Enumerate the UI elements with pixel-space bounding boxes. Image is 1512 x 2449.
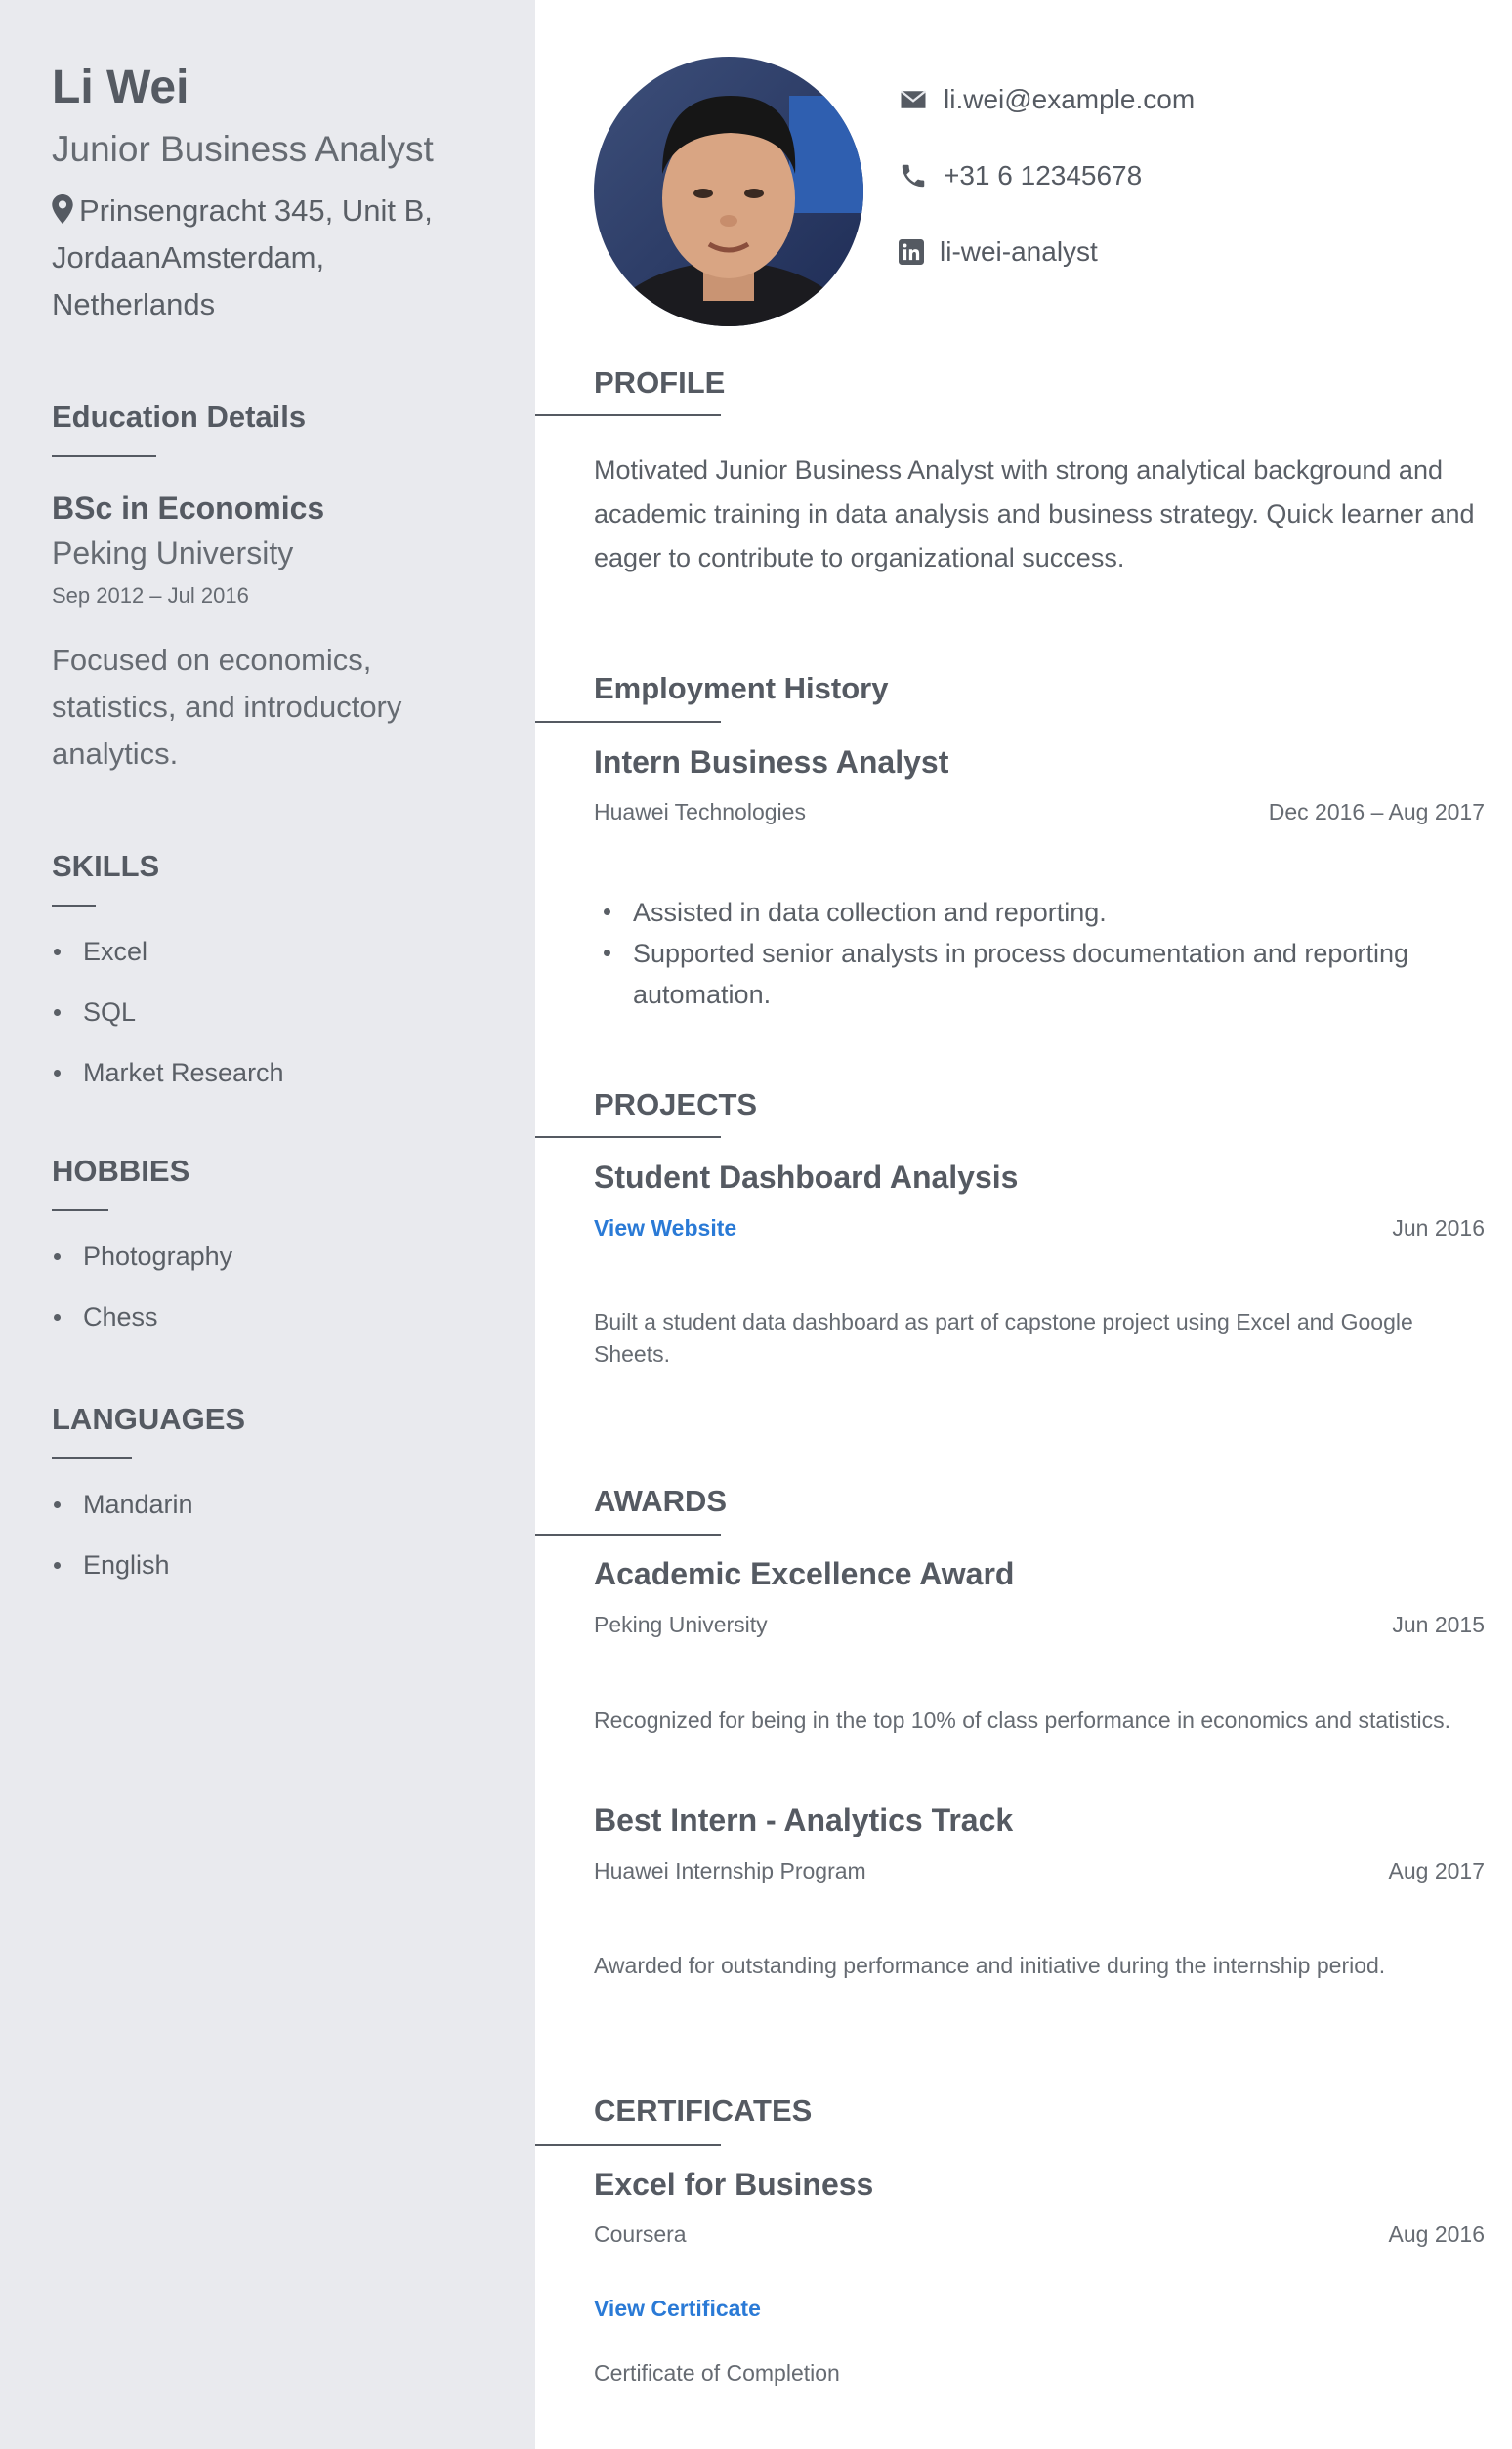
project-title-0: Student Dashboard Analysis (594, 1160, 1019, 1195)
view-website-link[interactable]: View Website (594, 1215, 737, 1241)
awards-underline (535, 1534, 721, 1536)
education-school: Peking University (52, 535, 294, 570)
contact-phone[interactable] (899, 156, 1195, 195)
award-title-1: Best Intern - Analytics Track (594, 1802, 1014, 1837)
job-title-0: Intern Business Analyst (594, 744, 949, 780)
education-section (52, 399, 484, 778)
languages-heading: LANGUAGES (52, 1402, 246, 1436)
projects-underline (535, 1136, 721, 1138)
award-issuer-0: Peking University (594, 1612, 768, 1637)
project-description-0: Built a student data dashboard as part of capstone project using Excel and Google Sheets. (594, 1309, 1413, 1367)
list-item: SQL (52, 996, 484, 1028)
education-degree: BSc in Economics (52, 490, 325, 526)
list-item: Supported senior analysts in process documentation and reporting automation. (594, 933, 1485, 1015)
list-item: English (52, 1549, 484, 1581)
phone-text: +31 6 12345678 (944, 160, 1143, 190)
view-certificate-link[interactable]: View Certificate (594, 2296, 761, 2321)
certificates-heading: CERTIFICATES (594, 2093, 813, 2128)
address (52, 188, 484, 328)
address-text: Prinsengracht 345, Unit B, JordaanAmsterdam, Netherlands (52, 193, 433, 321)
list-item: Mandarin (52, 1489, 484, 1520)
certificate-title-0: Excel for Business (594, 2167, 874, 2202)
award-description-1: Awarded for outstanding performance and initiative during the internship period. (594, 1953, 1386, 1978)
languages-list (52, 1489, 484, 1581)
candidate-name: Li Wei (52, 62, 189, 113)
profile-photo (594, 57, 863, 326)
profile-text: Motivated Junior Business Analyst with strong analytical background and academic training in data analysis and business strategy. Quick learner and eager to contribute to organizational success. (594, 455, 1475, 572)
hobbies-underline (52, 1209, 108, 1211)
map-pin-icon (52, 194, 73, 224)
education-dates: Sep 2012 – Jul 2016 (52, 583, 249, 608)
employment-underline (535, 721, 721, 723)
certificate-issuer-0: Coursera (594, 2221, 687, 2247)
certificate-date-0: Aug 2016 (1388, 2221, 1485, 2247)
linkedin-icon (899, 239, 924, 265)
list-item: Chess (52, 1301, 484, 1332)
languages-section (52, 1401, 484, 1581)
employment-heading: Employment History (594, 671, 889, 705)
skills-underline (52, 905, 96, 907)
skills-section (52, 848, 484, 1088)
phone-icon (899, 161, 928, 190)
list-item: Photography (52, 1241, 484, 1272)
award-issuer-1: Huawei Internship Program (594, 1858, 866, 1883)
job-bullets-0 (594, 892, 1485, 1015)
awards-heading: AWARDS (594, 1484, 728, 1518)
certificates-underline (535, 2144, 721, 2146)
list-item: Market Research (52, 1057, 484, 1088)
project-date-0: Jun 2016 (1392, 1215, 1485, 1241)
email-text: li.wei@example.com (944, 84, 1196, 114)
envelope-icon (899, 85, 928, 114)
hobbies-list (52, 1241, 484, 1332)
contact-block (899, 80, 1195, 309)
skills-heading: SKILLS (52, 849, 160, 883)
languages-underline (52, 1457, 132, 1459)
hobbies-section (52, 1153, 484, 1332)
job-company-0: Huawei Technologies (594, 799, 806, 824)
skills-list (52, 936, 484, 1088)
award-description-0: Recognized for being in the top 10% of class performance in economics and statistics. (594, 1708, 1451, 1733)
award-title-0: Academic Excellence Award (594, 1556, 1015, 1591)
certificate-description-0: Certificate of Completion (594, 2360, 840, 2386)
award-date-0: Jun 2015 (1392, 1612, 1485, 1637)
linkedin-text: li-wei-analyst (940, 236, 1098, 267)
avatar-icon (594, 57, 863, 326)
contact-email[interactable] (899, 80, 1195, 119)
education-underline (52, 455, 156, 457)
job-title: Junior Business Analyst (52, 129, 434, 169)
projects-heading: PROJECTS (594, 1087, 758, 1121)
hobbies-heading: HOBBIES (52, 1154, 190, 1188)
education-heading: Education Details (52, 400, 307, 434)
list-item: Excel (52, 936, 484, 967)
education-description: Focused on economics, statistics, and introductory analytics. (52, 643, 402, 771)
contact-linkedin[interactable] (899, 232, 1195, 272)
award-date-1: Aug 2017 (1388, 1858, 1485, 1883)
profile-heading: PROFILE (594, 365, 726, 400)
sidebar (0, 0, 535, 2449)
list-item: Assisted in data collection and reporting. (594, 892, 1485, 933)
job-dates-0: Dec 2016 – Aug 2017 (1268, 799, 1485, 824)
profile-underline (535, 414, 721, 416)
